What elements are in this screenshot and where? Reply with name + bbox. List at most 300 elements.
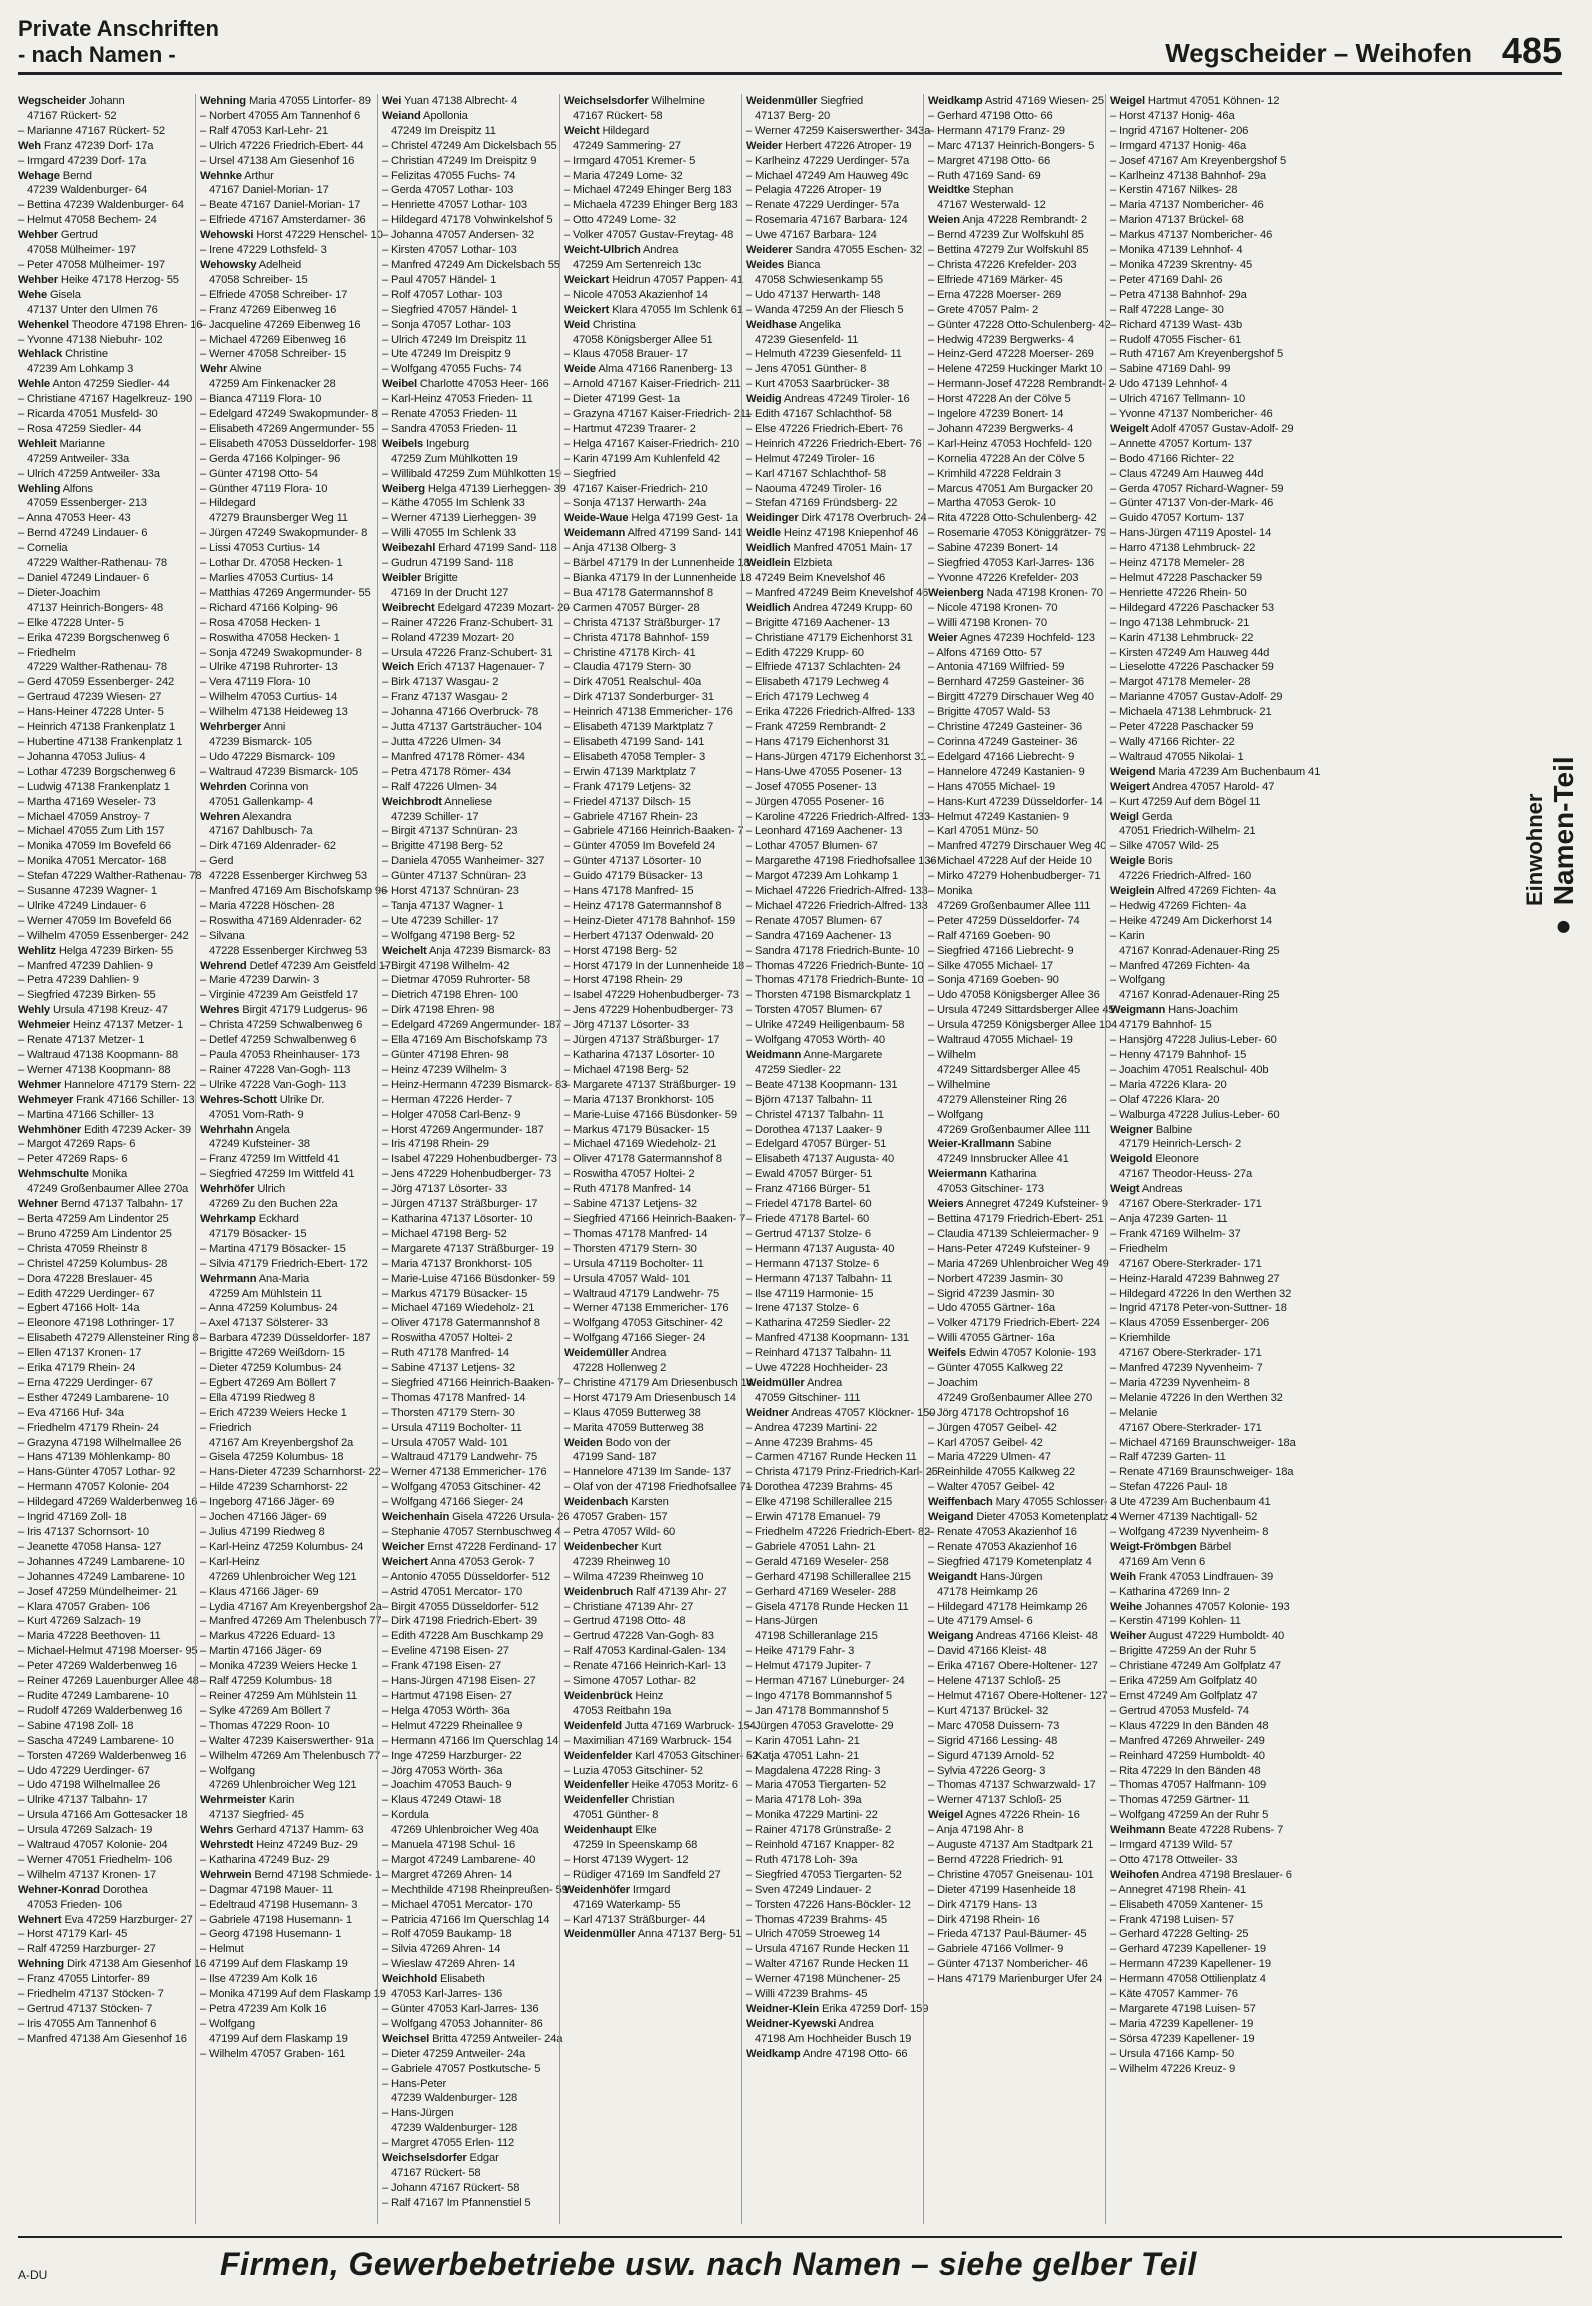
- listing-entry: [564, 690, 736, 705]
- entry-text: Anne-Margarete: [801, 1049, 883, 1061]
- listing-entry: [18, 1480, 190, 1495]
- entry-text: – Elisabeth 47199 Sand- 141: [564, 735, 705, 748]
- listing-entry: [200, 1421, 372, 1436]
- entry-text: – Birgit 47198 Wilhelm- 42: [382, 959, 510, 972]
- listing-entry: [18, 198, 190, 213]
- listing-entry: [564, 1242, 736, 1257]
- listing-entry: [382, 258, 560, 273]
- listing-entry: [18, 1600, 190, 1615]
- entry-text: – Grazyna 47198 Wilhelmallee 26: [18, 1436, 182, 1449]
- listing-entry: [18, 273, 190, 288]
- entry-text: – Michaela 47138 Lehmbruck- 21: [1110, 706, 1272, 719]
- listing-entry: [18, 899, 190, 914]
- listing-entry: [382, 2136, 554, 2151]
- listing-entry: [928, 586, 1103, 601]
- entry-text: – Reinhard 47137 Talbahn- 11: [746, 1347, 892, 1360]
- listing-entry: [18, 362, 190, 377]
- surname: Weidenhaupt: [564, 1824, 633, 1837]
- listing-entry: [200, 526, 372, 541]
- listing-entry: [382, 1450, 554, 1465]
- entry-text: Gerda: [1138, 810, 1173, 823]
- listing-entry: [18, 2032, 190, 2047]
- entry-text: Katharina: [986, 1168, 1037, 1181]
- entry-text: – Thomas 47226 Friedrich-Bunte- 10: [746, 959, 924, 972]
- entry-text: – Dieter 47259 Antweiler- 24a: [382, 2047, 526, 2060]
- entry-text: – Katharina 47249 Buz- 29: [200, 1853, 330, 1866]
- listing-entry: [746, 1093, 918, 1108]
- listing-entry: [18, 720, 190, 735]
- listing-entry: [746, 735, 918, 750]
- entry-text: – Eva 47166 Huf- 34a: [18, 1406, 124, 1419]
- entry-text: – Gabriele 47166 Heinrich-Baaken- 7: [564, 825, 744, 838]
- entry-text: – Margarethe 47198 Friedhofsallee 136: [746, 855, 937, 868]
- entry-text: – Margret 47055 Erlen- 112: [382, 2137, 515, 2150]
- entry-text: – Christa 47179 Prinz-Friedrich-Karl- 25: [746, 1466, 938, 1479]
- listing-entry: [564, 1853, 736, 1868]
- entry-text: – Ingrid 47178 Peter-von-Suttner- 18: [1110, 1302, 1287, 1315]
- entry-text: – Manfred 47178 Römer- 434: [382, 750, 525, 763]
- entry-text: – Renate 47169 Braunschweiger- 18a: [1110, 1466, 1294, 1479]
- listing-entry: [18, 1376, 190, 1391]
- listing-entry: [564, 1361, 736, 1376]
- surname: Weigl: [1110, 810, 1139, 823]
- listing-entry: [382, 1421, 554, 1436]
- listing-entry: [1110, 1212, 1282, 1227]
- entry-text: – Peter 47058 Mülheimer- 197: [18, 258, 165, 271]
- listing-column: [382, 94, 570, 2224]
- entry-text: 47228 Essenberger Kirchweg 53: [209, 944, 367, 957]
- surname: Wehrwein: [200, 1868, 252, 1881]
- listing-entry: [1110, 1018, 1282, 1033]
- entry-text: – Krimhild 47228 Feldrain 3: [928, 467, 1061, 480]
- entry-text: 47249 Beim Knevelshof 46: [755, 572, 886, 584]
- listing-entry: [1110, 1182, 1282, 1197]
- listing-entry: [1110, 258, 1282, 273]
- entry-text: – Maria 47178 Loh- 39a: [746, 1794, 862, 1807]
- listing-entry: [746, 765, 918, 780]
- entry-text: – Kurt 47053 Saarbrücker- 38: [746, 378, 890, 391]
- entry-text: – Siegfried 47057 Händel- 1: [382, 303, 518, 316]
- listing-entry: [746, 646, 918, 661]
- listing-entry: [1110, 601, 1282, 616]
- listing-entry: [746, 1123, 918, 1138]
- listing-entry: [564, 1540, 736, 1555]
- entry-text: Monika: [88, 1168, 128, 1181]
- listing-column: [1110, 94, 1321, 2224]
- listing-entry: [200, 1063, 372, 1078]
- entry-text: – Ursula 47167 Runde Hecken 11: [746, 1943, 910, 1956]
- surname: Weidner-Klein: [746, 2003, 820, 2015]
- listing-entry: [382, 929, 554, 944]
- entry-text: – Bernhard 47259 Gasteiner- 36: [928, 676, 1084, 689]
- listing-entry: [18, 333, 190, 348]
- entry-text: – Hildegard 47226 In den Werthen 32: [1110, 1287, 1292, 1300]
- listing-entry: [382, 675, 554, 690]
- entry-text: – Siegfried 47179 Kometenplatz 4: [928, 1555, 1092, 1568]
- entry-text: – Lothar 47057 Blumen- 67: [746, 840, 878, 853]
- entry-text: 47239 Am Lohkamp 3: [27, 363, 134, 376]
- entry-text: – Petra 47057 Wild- 60: [564, 1526, 676, 1538]
- listing-entry: [1110, 1853, 1282, 1868]
- listing-entry: [564, 1704, 736, 1719]
- listing-entry: [382, 884, 554, 899]
- listing-entry: [928, 899, 1100, 914]
- entry-text: – Jörg 47137 Lösorter- 33: [564, 1019, 689, 1032]
- entry-text: 47179 Heinrich-Lersch- 2: [1119, 1138, 1242, 1151]
- entry-text: – Heike 47179 Fahr- 3: [746, 1645, 855, 1658]
- listing-entry: [746, 1793, 918, 1808]
- surname: Weicher: [382, 1540, 425, 1553]
- entry-text: Andrea: [628, 1347, 667, 1360]
- listing-entry: [18, 690, 190, 705]
- listing-entry: [18, 1212, 190, 1227]
- listing-entry: [18, 1048, 190, 1063]
- entry-text: Elisabeth: [437, 1973, 485, 1986]
- listing-entry: [564, 139, 736, 154]
- listing-entry: [564, 1674, 736, 1689]
- entry-text: – Horst 47139 Wygert- 12: [564, 1853, 689, 1866]
- surname: Weihmann: [1110, 1824, 1166, 1837]
- listing-entry: [564, 273, 743, 288]
- entry-text: – Wilhelm 47269 Am Thelenbusch 77: [200, 1749, 381, 1762]
- listing-entry: [928, 482, 1100, 497]
- listing-entry: [18, 1450, 190, 1465]
- entry-text: – Alfons 47169 Otto- 57: [928, 646, 1043, 659]
- listing-entry: [382, 1778, 554, 1793]
- entry-text: – Bruno 47259 Am Lindentor 25: [18, 1227, 172, 1240]
- listing-entry: [928, 810, 1100, 825]
- entry-text: – Bettina 47179 Friedrich-Ebert- 251: [928, 1212, 1104, 1225]
- entry-text: – Wolfgang 47055 Fuchs- 74: [382, 363, 522, 376]
- entry-text: – Hildegard: [200, 497, 256, 510]
- entry-text: – Maria 47228 Höschen- 28: [200, 899, 335, 912]
- listing-entry: [1110, 1600, 1290, 1615]
- entry-text: – Sylke 47269 Am Böllert 7: [200, 1704, 331, 1717]
- name-range: Wegscheider – Weihofen: [1165, 38, 1472, 68]
- listing-entry: [564, 243, 736, 258]
- listing-entry: [928, 1644, 1100, 1659]
- listing-entry: [1110, 824, 1282, 839]
- entry-text: – Peter 47269 Raps- 6: [18, 1153, 128, 1166]
- listing-entry: [928, 1018, 1118, 1033]
- listing-entry: [746, 720, 918, 735]
- listing-entry: [18, 660, 190, 675]
- listing-entry: [564, 1555, 736, 1570]
- listing-entry: [928, 631, 1100, 646]
- listing-entry: [18, 1913, 193, 1928]
- listing-entry: [200, 1659, 372, 1674]
- listing-entry: [746, 303, 918, 318]
- listing-entry: [564, 914, 736, 929]
- listing-entry: [382, 526, 554, 541]
- listing-entry: [746, 1406, 936, 1421]
- entry-text: 47053 Karl-Jarres- 136: [391, 1988, 503, 2001]
- listing-entry: [18, 1719, 190, 1734]
- entry-text: – Inge 47259 Harzburger- 22: [382, 1749, 522, 1762]
- entry-text: – Simone 47057 Lothar- 82: [564, 1675, 696, 1688]
- entry-text: – Ingelore 47239 Bonert- 14: [928, 408, 1064, 421]
- entry-text: – Michael 47169 Braunschweiger- 18a: [1110, 1436, 1296, 1449]
- entry-text: Angela: [253, 1123, 290, 1136]
- entry-text: – Anne 47239 Brahms- 45: [746, 1436, 873, 1449]
- entry-text: – Brigitte 47198 Berg- 52: [382, 840, 503, 853]
- listing-entry: [928, 288, 1100, 303]
- entry-text: Alfons: [60, 482, 93, 495]
- entry-text: Erhard 47199 Sand- 118: [435, 542, 557, 555]
- entry-text: – Klaus 47249 Otawi- 18: [382, 1794, 502, 1807]
- listing-entry: [564, 377, 741, 392]
- entry-text: – Waltraud 47179 Landwehr- 75: [382, 1451, 538, 1464]
- listing-entry: [928, 1719, 1100, 1734]
- listing-entry: [746, 1197, 918, 1212]
- listing-entry: [382, 303, 554, 318]
- entry-text: 47167 Westerwald- 12: [937, 199, 1046, 212]
- listing-entry: [200, 1585, 372, 1600]
- listing-entry: [18, 1540, 190, 1555]
- entry-text: – Ralf 47259 Harzburger- 27: [18, 1943, 156, 1956]
- listing-entry: [1110, 780, 1282, 795]
- entry-text: – Michael 47226 Friedrich-Alfred- 133: [746, 885, 928, 898]
- entry-text: 47137 Siegfried- 45: [209, 1809, 304, 1822]
- entry-text: 47167 Rückert- 52: [27, 109, 117, 122]
- listing-entry: [1110, 1808, 1282, 1823]
- entry-text: – Rudite 47249 Lambarene- 10: [18, 1689, 169, 1702]
- listing-entry: [746, 1570, 918, 1585]
- entry-text: – Felizitas 47055 Fuchs- 74: [382, 169, 516, 182]
- listing-entry: [564, 720, 736, 735]
- listing-entry: [746, 959, 924, 974]
- listing-entry: [200, 1972, 372, 1987]
- listing-entry: [746, 690, 918, 705]
- listing-entry: [564, 1287, 736, 1302]
- surname: Weidig: [746, 393, 782, 406]
- listing-entry: [18, 318, 203, 333]
- entry-text: 47167 Theodor-Heuss- 27a: [1119, 1168, 1253, 1181]
- listing-entry: [18, 735, 190, 750]
- entry-text: – Bua 47178 Gatermannshof 8: [564, 586, 713, 599]
- entry-text: – Ruth 47169 Sand- 69: [928, 169, 1041, 182]
- listing-entry: [564, 1883, 736, 1898]
- entry-text: – Elfriede 47137 Schlachten- 24: [746, 661, 901, 674]
- entry-text: – Ralf 47228 Lange- 30: [1110, 303, 1224, 316]
- listing-entry: [746, 1331, 918, 1346]
- entry-text: Alwine: [227, 363, 262, 376]
- entry-text: – Sigurd 47139 Arnold- 52: [928, 1749, 1055, 1762]
- entry-text: – Brigitte 47169 Aachener- 13: [746, 616, 890, 629]
- listing-entry: [200, 139, 372, 154]
- entry-text: – Joachim 47051 Realschul- 40b: [1110, 1063, 1269, 1076]
- listing-entry: [1110, 675, 1282, 690]
- entry-text: 47167 Konrad-Adenauer-Ring 25: [1119, 989, 1280, 1002]
- listing-entry: [928, 616, 1100, 631]
- entry-text: – Christa 47259 Schwalbenweg 6: [200, 1019, 363, 1032]
- listing-entry: [18, 467, 190, 482]
- listing-entry: [1110, 705, 1282, 720]
- entry-text: – Wolfgang 47053 Johanniter- 86: [382, 2017, 543, 2030]
- entry-text: – Karlheinz 47229 Uerdinger- 57a: [746, 154, 910, 167]
- listing-entry: [928, 1883, 1100, 1898]
- entry-text: – Hedwig 47239 Bergwerks- 4: [928, 333, 1074, 346]
- entry-text: Bernd: [59, 169, 92, 182]
- listing-entry: [746, 1212, 918, 1227]
- entry-text: – Brigitte 47269 Weißdorn- 15: [200, 1347, 345, 1360]
- surname: Weigel: [928, 1809, 963, 1822]
- listing-entry: [746, 824, 918, 839]
- surname: Weiderer: [746, 244, 793, 257]
- listing-entry: [928, 601, 1100, 616]
- listing-entry: [564, 407, 752, 422]
- entry-text: Hannelore 47179 Stern- 22: [61, 1078, 196, 1091]
- entry-text: – Werner 47138 Emmericher- 176: [382, 1466, 547, 1479]
- listing-entry: [1110, 914, 1282, 929]
- listing-entry: [18, 988, 190, 1003]
- entry-text: – Käte 47057 Kammer- 76: [1110, 1988, 1238, 2001]
- entry-text: – Kerstin 47199 Kohlen- 11: [1110, 1615, 1241, 1628]
- listing-entry: [928, 1957, 1100, 1972]
- entry-text: Boris: [1144, 855, 1173, 868]
- entry-text: – Klaus 47059 Essenberger- 206: [1110, 1317, 1270, 1330]
- listing-entry: [18, 139, 190, 154]
- listing-entry: [18, 1927, 190, 1942]
- listing-entry: [18, 750, 190, 765]
- listing-entry: [1110, 452, 1282, 467]
- listing-entry: [382, 437, 554, 452]
- listing-entry: [200, 1689, 372, 1704]
- entry-text: – Werner 47139 Nachtigall- 52: [1110, 1511, 1258, 1524]
- listing-entry: [200, 1540, 372, 1555]
- entry-text: Andreas 47249 Tiroler- 16: [781, 393, 910, 406]
- listing-entry: [382, 1480, 554, 1495]
- entry-text: – Oliver 47178 Gatermannshof 8: [564, 1153, 722, 1166]
- listing-entry: [564, 198, 736, 213]
- listing-entry: [200, 1823, 372, 1838]
- surname: Weibels: [382, 437, 424, 450]
- entry-text: – Walburga 47228 Julius-Leber- 60: [1110, 1108, 1280, 1121]
- entry-text: – Franz 47269 Eibenweg 16: [200, 303, 337, 316]
- listing-entry: [928, 213, 1100, 228]
- listing-entry: [382, 2002, 554, 2017]
- entry-text: – Heinz 47239 Wilhelm- 3: [382, 1063, 507, 1076]
- entry-text: – Anna 47259 Kolumbus- 24: [200, 1302, 338, 1315]
- listing-entry: [382, 646, 554, 661]
- listing-entry: [200, 1749, 381, 1764]
- entry-text: – Hans 47179 Marienburger Ufer 24: [928, 1973, 1103, 1986]
- listing-entry: [564, 437, 740, 452]
- listing-entry: [382, 362, 554, 377]
- listing-entry: [382, 780, 554, 795]
- surname: Wehlitz: [18, 944, 56, 957]
- listing-entry: [564, 1391, 736, 1406]
- entry-text: – Sandra 47169 Aachener- 13: [746, 929, 892, 942]
- listing-entry: [200, 1868, 381, 1883]
- listing-entry: [382, 735, 554, 750]
- listing-entry: [200, 944, 372, 959]
- listing-entry: [382, 869, 554, 884]
- entry-text: – Petra 47239 Am Kolk 16: [200, 2003, 327, 2015]
- header-rule: [18, 72, 1562, 75]
- entry-text: – Elke 47198 Schillerallee 215: [746, 1496, 893, 1509]
- listing-entry: [1110, 1689, 1282, 1704]
- listing-entry: [382, 1182, 554, 1197]
- entry-text: – Bianca 47119 Flora- 10: [200, 393, 322, 406]
- entry-text: – Rolf 47059 Baukamp- 18: [382, 1928, 512, 1941]
- entry-text: – Friede 47178 Bartel- 60: [746, 1212, 870, 1225]
- entry-text: – Maria 47137 Nombericher- 46: [1110, 199, 1264, 212]
- entry-text: – Dirk 47051 Realschul- 40a: [564, 676, 702, 689]
- surname: Weider: [746, 139, 783, 152]
- listing-entry: [564, 1868, 736, 1883]
- entry-text: 47259 Antweiler- 33a: [27, 452, 130, 465]
- entry-text: – Beate 47167 Daniel-Morian- 17: [200, 199, 361, 212]
- entry-text: – Ralf 47167 Im Pfannenstiel 5: [382, 2196, 531, 2209]
- entry-text: Christina: [589, 318, 636, 331]
- listing-entry: [200, 586, 372, 601]
- entry-text: 47167 Daniel-Morian- 17: [209, 184, 329, 197]
- entry-text: – Walter 47057 Geibel- 42: [928, 1481, 1055, 1494]
- entry-text: 47259 Zum Mühlkotten 19: [391, 452, 518, 465]
- listing-entry: [928, 988, 1100, 1003]
- entry-text: – Sylvia 47226 Georg- 3: [928, 1764, 1046, 1777]
- entry-text: Johannes 47057 Kolonie- 193: [1142, 1600, 1290, 1613]
- entry-text: – Sabine 47137 Letjens- 32: [564, 1198, 697, 1211]
- listing-entry: [746, 1003, 918, 1018]
- listing-entry: [200, 2017, 372, 2032]
- listing-entry: [564, 1749, 759, 1764]
- listing-entry: [564, 571, 752, 586]
- entry-text: – Kornelia 47228 An der Cölve 5: [928, 452, 1085, 465]
- entry-text: – Rita 47229 In den Bänden 48: [1110, 1764, 1261, 1777]
- entry-text: – Ruth 47178 Loh- 39a: [746, 1853, 858, 1866]
- entry-text: Manfred 47051 Main- 17: [790, 542, 913, 555]
- entry-text: – Udo 47229 Bismarck- 109: [200, 750, 335, 763]
- surname: Weid: [564, 318, 590, 331]
- entry-text: – Markus 47137 Nombericher- 46: [1110, 229, 1273, 242]
- entry-text: – Maximilian 47169 Warbruck- 154: [564, 1734, 732, 1747]
- entry-text: – Hermann 47137 Augusta- 40: [746, 1242, 895, 1255]
- entry-text: Ralf 47139 Ahr- 27: [633, 1585, 727, 1598]
- listing-entry: [200, 884, 388, 899]
- listing-entry: [564, 1033, 736, 1048]
- listing-entry: [382, 2196, 554, 2211]
- entry-text: – Heike 47249 Am Dickerhorst 14: [1110, 914, 1273, 927]
- entry-text: – Christa 47226 Krefelder- 203: [928, 258, 1077, 271]
- entry-text: 47249 Sammering- 27: [573, 139, 681, 152]
- entry-text: – Karl-Heinz 47053 Hochfeld- 120: [928, 437, 1092, 450]
- listing-entry: [1110, 973, 1282, 988]
- entry-text: – Volker 47057 Gustav-Freytag- 48: [564, 229, 734, 242]
- listing-entry: [382, 1436, 554, 1451]
- entry-text: – Edith 47229 Krupp- 60: [746, 646, 864, 659]
- listing-entry: [1110, 929, 1282, 944]
- listing-entry: [200, 616, 372, 631]
- entry-text: – Manfred 47279 Dirschauer Weg 40: [928, 840, 1107, 853]
- listing-entry: [928, 1033, 1100, 1048]
- entry-text: – Karin: [1110, 929, 1145, 942]
- entry-text: Andreas: [1139, 1183, 1183, 1196]
- listing-entry: [746, 94, 918, 109]
- listing-entry: [200, 1629, 372, 1644]
- listing-entry: [18, 839, 190, 854]
- listing-entry: [746, 1540, 918, 1555]
- entry-text: 47053 Reitbahn 19a: [573, 1704, 672, 1717]
- entry-text: – Edelgard 47166 Liebrecht- 9: [928, 750, 1075, 763]
- listing-entry: [564, 1450, 736, 1465]
- listing-entry: [564, 1659, 736, 1674]
- entry-text: Andrea 47057 Harold- 47: [1149, 780, 1275, 793]
- entry-text: Elke: [632, 1824, 657, 1837]
- listing-entry: [200, 1167, 372, 1182]
- listing-entry: [928, 1212, 1104, 1227]
